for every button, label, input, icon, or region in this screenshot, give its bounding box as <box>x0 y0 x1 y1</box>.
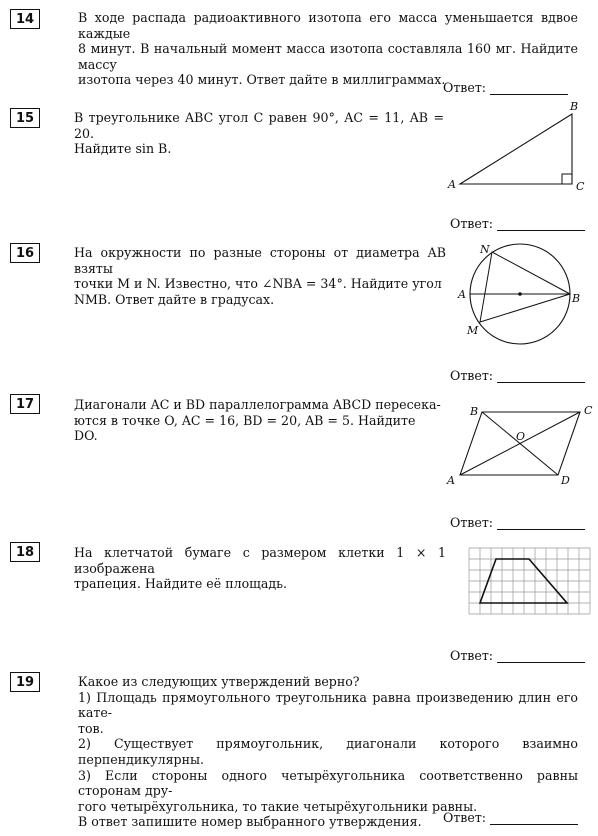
answer-field[interactable] <box>450 515 585 530</box>
circle-center <box>518 292 522 296</box>
answer-line[interactable] <box>490 82 568 95</box>
text-line: В треугольнике ABC угол C равен 90°, AC = 11, AB = 20. <box>74 110 444 141</box>
text-line: тов. <box>78 720 104 736</box>
vertex-label-a: A <box>448 178 456 191</box>
answer-field[interactable] <box>450 648 585 663</box>
problem-number: 14 <box>10 9 40 29</box>
problem-number: 16 <box>10 243 40 263</box>
triangle-abc <box>460 114 572 184</box>
text-line: В ходе распада радиоактивного изотопа его масса уменьшается вдвое каждые <box>78 10 578 41</box>
answer-field[interactable] <box>443 80 568 95</box>
vertex-label-c: C <box>576 180 585 193</box>
vertex-label-d: D <box>561 474 570 487</box>
answer-field[interactable] <box>450 216 585 231</box>
triangle-figure <box>440 100 590 200</box>
answer-label: Ответ: <box>443 80 487 95</box>
text-line: 8 минут. В начальный момент масса изотопа составляла 160 мг. Найдите массу <box>78 41 578 72</box>
text-line: гого четырёхугольника, то такие четырёхугольники равны. <box>78 798 478 814</box>
problem-text <box>78 674 578 830</box>
problem-number: 18 <box>10 542 40 562</box>
problem-text <box>74 245 446 307</box>
answer-label: Ответ: <box>443 810 487 825</box>
text-line: Найдите sin B. <box>74 141 172 157</box>
text-line: трапеция. Найдите её площадь. <box>74 576 287 592</box>
point-label-b: B <box>572 292 581 305</box>
answer-field[interactable] <box>450 368 585 383</box>
grid-figure <box>464 544 586 616</box>
diagonal-bd <box>482 412 558 475</box>
problem-text <box>74 110 444 157</box>
text-line: точки M и N. Известно, что ∠NBA = 34°. Найдите угол <box>74 276 442 292</box>
text-line: Диагонали AC и BD параллелограмма ABCD пересека- <box>74 397 441 412</box>
text-line: DO. <box>74 428 98 444</box>
parallelogram-figure <box>444 400 594 490</box>
text-line: ются в точке O, AC = 16, BD = 20, AB = 5. Найдите <box>74 412 416 428</box>
problem-text <box>74 545 446 592</box>
answer-line[interactable] <box>490 812 578 825</box>
text-line: NMB. Ответ дайте в градусах. <box>74 291 275 307</box>
right-angle-mark <box>562 174 572 184</box>
point-label-n: N <box>480 243 490 256</box>
answer-line[interactable] <box>497 517 585 530</box>
problem-number: 19 <box>10 672 40 692</box>
problem-number: 17 <box>10 394 40 414</box>
text-line: Какое из следующих утверждений верно? <box>78 674 360 689</box>
answer-field[interactable] <box>443 810 578 825</box>
text-line: 1) Площадь прямоугольного треугольника равна произведению длин его кате- <box>78 689 578 721</box>
answer-line[interactable] <box>497 370 585 383</box>
answer-label: Ответ: <box>450 515 494 530</box>
text-line: На окружности по разные стороны от диаметра AB взяты <box>74 245 446 276</box>
problem-text <box>74 397 442 444</box>
text-line: На клетчатой бумаге с размером клетки 1 × 1 изображена <box>74 545 446 576</box>
problem-text <box>78 10 578 88</box>
answer-label: Ответ: <box>450 368 494 383</box>
vertex-label-c: C <box>584 404 593 417</box>
point-label-m: M <box>467 324 479 337</box>
vertex-label-a: A <box>447 474 455 487</box>
chords-nbm <box>480 252 570 322</box>
text-line: изотопа через 40 минут. Ответ дайте в миллиграммах. <box>78 72 446 88</box>
answer-line[interactable] <box>497 218 585 231</box>
vertex-label-b: B <box>470 405 479 418</box>
circle-figure <box>450 240 590 350</box>
problem-number: 15 <box>10 108 40 128</box>
point-label-o: O <box>516 430 526 443</box>
answer-label: Ответ: <box>450 648 494 663</box>
text-line: В ответ запишите номер выбранного утверждения. <box>78 814 422 830</box>
answer-label: Ответ: <box>450 216 494 231</box>
point-label-a: A <box>458 288 466 301</box>
answer-line[interactable] <box>497 650 585 663</box>
text-line: 3) Если стороны одного четырёхугольника соответственно равны сторонам дру- <box>78 767 578 799</box>
text-line: 2) Существует прямоугольник, диагонали которого взаимно перпендикулярны. <box>78 736 578 767</box>
vertex-label-b: B <box>570 100 579 113</box>
